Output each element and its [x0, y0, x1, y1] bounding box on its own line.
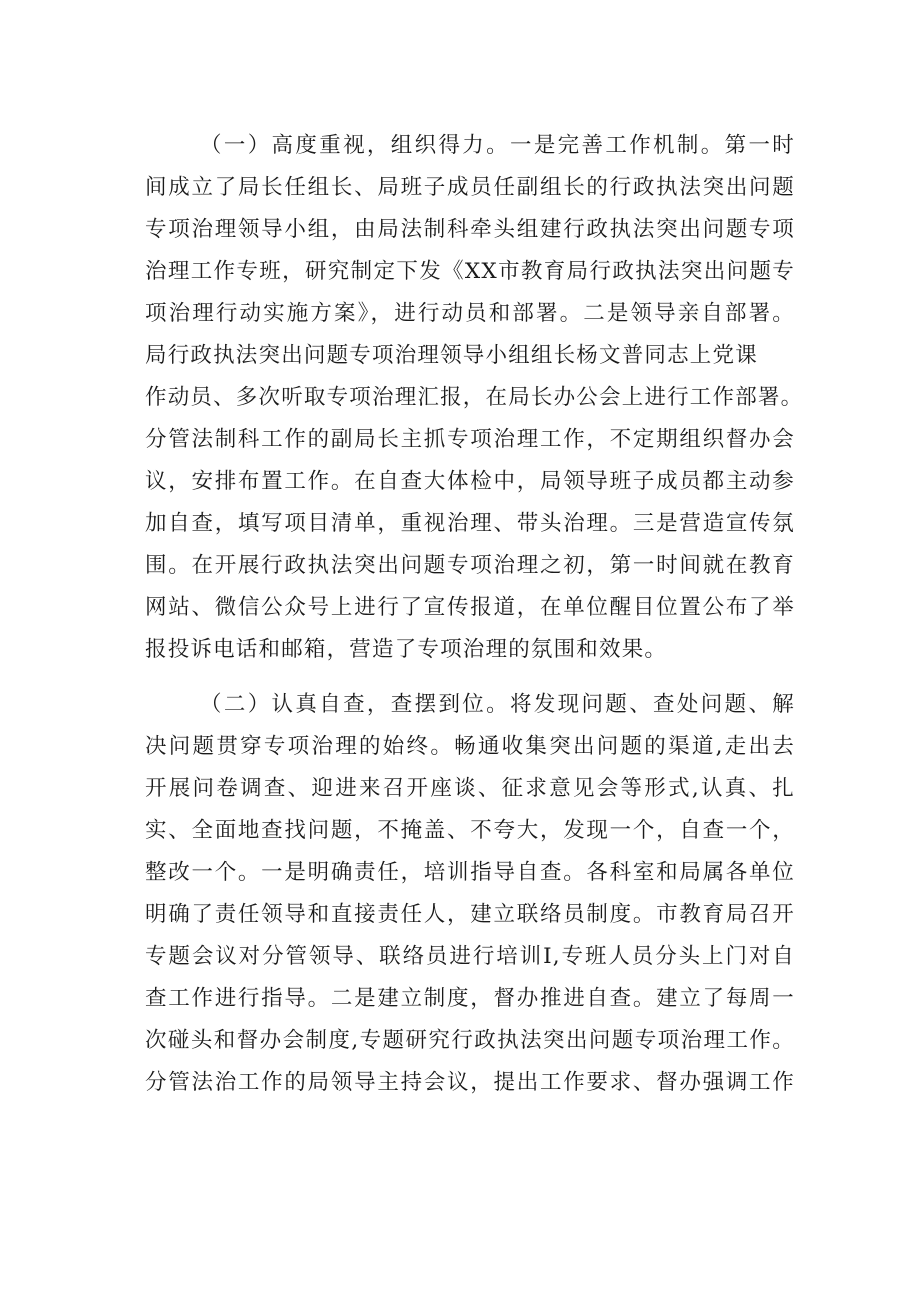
paragraph-line: 治理工作专班，研究制定下发《XX市教育局行政执法突出问题专	[145, 259, 795, 284]
paragraph-line: 网站、微信公众号上进行了宣传报道，在单位醒目位置公布了举	[145, 595, 795, 620]
paragraph-line: 决问题贯穿专项治理的始终。畅通收集突出问题的渠道,走出去	[145, 734, 795, 759]
paragraph-line: 议，安排布置工作。在自查大体检中，局领导班子成员都主动参	[145, 469, 795, 494]
paragraph-line: （一）高度重视，组织得力。一是完善工作机制。第一时	[200, 133, 795, 158]
paragraph-line: 间成立了局长任组长、局班子成员任副组长的行政执法突出问题	[145, 175, 795, 200]
paragraph-line: 报投诉电话和邮箱，营造了专项治理的氛围和效果。	[145, 637, 668, 662]
paragraph-line: 开展问卷调查、迎进来召开座谈、征求意见会等形式,认真、扎	[145, 776, 795, 801]
paragraph-line: （二）认真自查，查摆到位。将发现问题、查处问题、解	[200, 692, 795, 717]
paragraph-line: 整改一个。一是明确责任，培训指导自查。各科室和局属各单位	[145, 860, 795, 885]
paragraph-line: 次碰头和督办会制度,专题研究行政执法突出问题专项治理工作。	[145, 1028, 795, 1053]
paragraph-line: 加自查，填写项目清单，重视治理、带头治理。三是营造宣传氛	[145, 511, 795, 536]
paragraph-line: 专题会议对分管领导、联络员进行培训I,专班人员分头上门对自	[145, 944, 795, 969]
paragraph-line: 围。在开展行政执法突出问题专项治理之初，第一时间就在教育	[145, 553, 795, 578]
paragraph-line: 分管法治工作的局领导主持会议，提出工作要求、督办强调工作	[145, 1070, 795, 1095]
paragraph-line: 明确了责任领导和直接责任人，建立联络员制度。市教育局召开	[145, 902, 795, 927]
paragraph-line: 作动员、多次听取专项治理汇报，在局长办公会上进行工作部署。	[145, 385, 804, 410]
paragraph-line: 项治理行动实施方案》，进行动员和部署。二是领导亲自部署。	[145, 301, 795, 326]
paragraph-line: 实、全面地查找问题，不掩盖、不夸大，发现一个，自查一个，	[145, 818, 795, 843]
paragraph-line: 局行政执法突出问题专项治理领导小组组长杨文普同志上党课	[145, 343, 758, 368]
paragraph-line: 查工作进行指导。二是建立制度，督办推进自查。建立了每周一	[145, 986, 795, 1011]
paragraph-line: 专项治理领导小组，由局法制科牵头组建行政执法突出问题专项	[145, 217, 795, 242]
paragraph-line: 分管法制科工作的副局长主抓专项治理工作，不定期组织督办会	[145, 427, 795, 452]
